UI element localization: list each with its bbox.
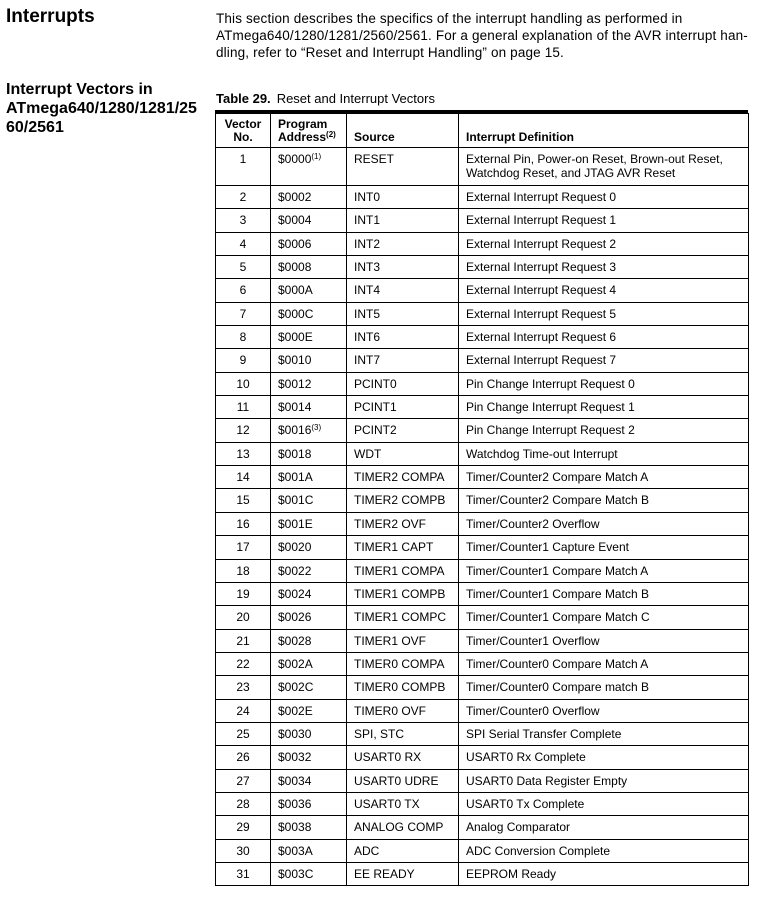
cell-interrupt-definition: Timer/Counter2 Compare Match A bbox=[459, 466, 749, 489]
interrupt-vector-table bbox=[215, 113, 749, 886]
table-row bbox=[216, 816, 749, 839]
cell-source: TIMER0 COMPA bbox=[347, 652, 459, 675]
cell-source: INT6 bbox=[347, 326, 459, 349]
cell-vector-no: 16 bbox=[216, 512, 271, 535]
cell-source: INT5 bbox=[347, 302, 459, 325]
table-row bbox=[216, 606, 749, 629]
cell-source: TIMER1 OVF bbox=[347, 629, 459, 652]
cell-program-address: $0038 bbox=[271, 816, 347, 839]
cell-program-address: $0002 bbox=[271, 186, 347, 209]
cell-interrupt-definition: ADC Conversion Complete bbox=[459, 839, 749, 862]
table-row bbox=[216, 256, 749, 279]
cell-program-address: $000E bbox=[271, 326, 347, 349]
cell-vector-no: 29 bbox=[216, 816, 271, 839]
cell-source: TIMER2 COMPB bbox=[347, 489, 459, 512]
table-row bbox=[216, 839, 749, 862]
intro-line: ATmega640/1280/1281/2560/2561. For a general explanation of the AVR interrupt han- bbox=[216, 28, 748, 43]
cell-vector-no: 14 bbox=[216, 466, 271, 489]
cell-program-address: $0014 bbox=[271, 396, 347, 419]
cell-vector-no: 30 bbox=[216, 839, 271, 862]
cell-vector-no: 18 bbox=[216, 559, 271, 582]
side-heading bbox=[6, 80, 206, 137]
cell-interrupt-definition: External Interrupt Request 6 bbox=[459, 326, 749, 349]
cell-interrupt-definition: Timer/Counter1 Capture Event bbox=[459, 536, 749, 559]
cell-interrupt-definition: USART0 Rx Complete bbox=[459, 746, 749, 769]
cell-program-address: $001C bbox=[271, 489, 347, 512]
cell-program-address: $003C bbox=[271, 862, 347, 885]
table-row bbox=[216, 676, 749, 699]
table-row bbox=[216, 209, 749, 232]
table-caption-title: Reset and Interrupt Vectors bbox=[276, 91, 435, 106]
table-row bbox=[216, 396, 749, 419]
cell-program-address: $001A bbox=[271, 466, 347, 489]
table-row bbox=[216, 792, 749, 815]
cell-source: TIMER2 OVF bbox=[347, 512, 459, 535]
cell-source: PCINT2 bbox=[347, 419, 459, 442]
cell-vector-no: 10 bbox=[216, 372, 271, 395]
cell-vector-no: 5 bbox=[216, 256, 271, 279]
cell-vector-no: 26 bbox=[216, 746, 271, 769]
cell-source: SPI, STC bbox=[347, 722, 459, 745]
cell-interrupt-definition: External Interrupt Request 5 bbox=[459, 302, 749, 325]
cell-source: USART0 UDRE bbox=[347, 769, 459, 792]
cell-vector-no: 7 bbox=[216, 302, 271, 325]
cell-source: TIMER1 CAPT bbox=[347, 536, 459, 559]
cell-interrupt-definition: Timer/Counter0 Overflow bbox=[459, 699, 749, 722]
cell-vector-no: 17 bbox=[216, 536, 271, 559]
cell-source: TIMER1 COMPC bbox=[347, 606, 459, 629]
cell-vector-no: 28 bbox=[216, 792, 271, 815]
cell-interrupt-definition: Timer/Counter0 Compare match B bbox=[459, 676, 749, 699]
cell-program-address: $0036 bbox=[271, 792, 347, 815]
cell-program-address: $0012 bbox=[271, 372, 347, 395]
cell-vector-no: 23 bbox=[216, 676, 271, 699]
table-row bbox=[216, 279, 749, 302]
cell-vector-no: 12 bbox=[216, 419, 271, 442]
header-vector-no: Vector No. bbox=[216, 114, 271, 148]
cell-interrupt-definition: External Interrupt Request 7 bbox=[459, 349, 749, 372]
cell-program-address: $002C bbox=[271, 676, 347, 699]
cell-vector-no: 4 bbox=[216, 232, 271, 255]
cell-source: ANALOG COMP bbox=[347, 816, 459, 839]
cell-vector-no: 22 bbox=[216, 652, 271, 675]
cell-source: ADC bbox=[347, 839, 459, 862]
header-program-address: Program Address$^{(2)}$ bbox=[271, 114, 347, 148]
cell-vector-no: 8 bbox=[216, 326, 271, 349]
table-caption-label: Table 29. bbox=[216, 91, 271, 106]
cell-interrupt-definition: External Pin, Power-on Reset, Brown-out Reset, Watchdog Reset, and JTAG AVR Reset bbox=[459, 148, 749, 186]
cell-interrupt-definition: External Interrupt Request 2 bbox=[459, 232, 749, 255]
cell-source: EE READY bbox=[347, 862, 459, 885]
side-heading-line: ATmega640/1280/1281/25 bbox=[6, 100, 197, 117]
footnote-ref: (3) bbox=[311, 423, 322, 433]
cell-vector-no: 9 bbox=[216, 349, 271, 372]
cell-source: INT0 bbox=[347, 186, 459, 209]
cell-program-address: $0010 bbox=[271, 349, 347, 372]
cell-source: TIMER2 COMPA bbox=[347, 466, 459, 489]
cell-vector-no: 27 bbox=[216, 769, 271, 792]
cell-interrupt-definition: EEPROM Ready bbox=[459, 862, 749, 885]
table-row bbox=[216, 372, 749, 395]
cell-program-address: $0028 bbox=[271, 629, 347, 652]
cell-interrupt-definition: Pin Change Interrupt Request 0 bbox=[459, 372, 749, 395]
cell-interrupt-definition: External Interrupt Request 1 bbox=[459, 209, 749, 232]
cell-source: RESET bbox=[347, 148, 459, 186]
side-heading-line: Interrupt Vectors in bbox=[6, 81, 153, 98]
intro-paragraph bbox=[216, 10, 756, 61]
cell-source: USART0 RX bbox=[347, 746, 459, 769]
cell-source: WDT bbox=[347, 442, 459, 465]
cell-interrupt-definition: Analog Comparator bbox=[459, 816, 749, 839]
cell-vector-no: 3 bbox=[216, 209, 271, 232]
cell-interrupt-definition: USART0 Tx Complete bbox=[459, 792, 749, 815]
table-row bbox=[216, 512, 749, 535]
cell-vector-no: 6 bbox=[216, 279, 271, 302]
table-row bbox=[216, 559, 749, 582]
cell-interrupt-definition: Pin Change Interrupt Request 2 bbox=[459, 419, 749, 442]
cell-vector-no: 21 bbox=[216, 629, 271, 652]
cell-interrupt-definition: Timer/Counter0 Compare Match A bbox=[459, 652, 749, 675]
table-row bbox=[216, 699, 749, 722]
cell-program-address: $0022 bbox=[271, 559, 347, 582]
cell-program-address: $0018 bbox=[271, 442, 347, 465]
cell-program-address: $0030 bbox=[271, 722, 347, 745]
cell-program-address: $000A bbox=[271, 279, 347, 302]
intro-line: This section describes the specifics of the interrupt handling as performed in bbox=[216, 11, 683, 26]
cell-program-address: $0006 bbox=[271, 232, 347, 255]
cell-program-address: $0032 bbox=[271, 746, 347, 769]
table-row bbox=[216, 442, 749, 465]
cell-program-address: $000C bbox=[271, 302, 347, 325]
cell-program-address: $0034 bbox=[271, 769, 347, 792]
table-row bbox=[216, 536, 749, 559]
cell-source: TIMER0 COMPB bbox=[347, 676, 459, 699]
cell-program-address: $001E bbox=[271, 512, 347, 535]
table-row bbox=[216, 232, 749, 255]
table-caption bbox=[216, 91, 435, 106]
table-row bbox=[216, 302, 749, 325]
table-row bbox=[216, 186, 749, 209]
cell-vector-no: 19 bbox=[216, 582, 271, 605]
cell-program-address: $0016$^{(3)}$ bbox=[271, 419, 347, 442]
cell-source: INT3 bbox=[347, 256, 459, 279]
table-header-row bbox=[216, 114, 749, 148]
vector-table-wrapper bbox=[215, 110, 748, 886]
cell-source: INT7 bbox=[347, 349, 459, 372]
cell-source: TIMER1 COMPA bbox=[347, 559, 459, 582]
table-row bbox=[216, 326, 749, 349]
table-row bbox=[216, 148, 749, 186]
cell-interrupt-definition: Pin Change Interrupt Request 1 bbox=[459, 396, 749, 419]
cell-interrupt-definition: Watchdog Time-out Interrupt bbox=[459, 442, 749, 465]
table-row bbox=[216, 652, 749, 675]
table-row bbox=[216, 419, 749, 442]
cell-source: PCINT0 bbox=[347, 372, 459, 395]
cell-interrupt-definition: Timer/Counter1 Compare Match A bbox=[459, 559, 749, 582]
cell-vector-no: 25 bbox=[216, 722, 271, 745]
cell-interrupt-definition: External Interrupt Request 0 bbox=[459, 186, 749, 209]
table-row bbox=[216, 769, 749, 792]
cell-program-address: $003A bbox=[271, 839, 347, 862]
table-row bbox=[216, 489, 749, 512]
cell-vector-no: 13 bbox=[216, 442, 271, 465]
cell-source: INT2 bbox=[347, 232, 459, 255]
cell-vector-no: 20 bbox=[216, 606, 271, 629]
cell-interrupt-definition: Timer/Counter2 Overflow bbox=[459, 512, 749, 535]
cell-program-address: $0024 bbox=[271, 582, 347, 605]
cell-program-address: $002E bbox=[271, 699, 347, 722]
cell-program-address: $002A bbox=[271, 652, 347, 675]
cell-source: INT4 bbox=[347, 279, 459, 302]
side-heading-line: 60/2561 bbox=[6, 119, 64, 136]
cell-interrupt-definition: SPI Serial Transfer Complete bbox=[459, 722, 749, 745]
cell-vector-no: 31 bbox=[216, 862, 271, 885]
cell-program-address: $0008 bbox=[271, 256, 347, 279]
cell-source: USART0 TX bbox=[347, 792, 459, 815]
table-row bbox=[216, 862, 749, 885]
cell-vector-no: 11 bbox=[216, 396, 271, 419]
cell-interrupt-definition: Timer/Counter1 Compare Match C bbox=[459, 606, 749, 629]
cell-interrupt-definition: External Interrupt Request 3 bbox=[459, 256, 749, 279]
cell-source: TIMER1 COMPB bbox=[347, 582, 459, 605]
cell-program-address: $0000$^{(1)}$ bbox=[271, 148, 347, 186]
cell-vector-no: 2 bbox=[216, 186, 271, 209]
cell-source: PCINT1 bbox=[347, 396, 459, 419]
cell-interrupt-definition: Timer/Counter1 Overflow bbox=[459, 629, 749, 652]
cell-vector-no: 15 bbox=[216, 489, 271, 512]
table-row bbox=[216, 629, 749, 652]
table-row bbox=[216, 746, 749, 769]
cell-program-address: $0026 bbox=[271, 606, 347, 629]
table-row bbox=[216, 582, 749, 605]
intro-line: dling, refer to “Reset and Interrupt Handling” on page 15. bbox=[216, 45, 564, 60]
cell-interrupt-definition: Timer/Counter1 Compare Match B bbox=[459, 582, 749, 605]
table-row bbox=[216, 466, 749, 489]
header-interrupt-definition: Interrupt Definition bbox=[459, 114, 749, 148]
footnote-ref: (1) bbox=[311, 152, 322, 161]
cell-vector-no: 24 bbox=[216, 699, 271, 722]
cell-program-address: $0004 bbox=[271, 209, 347, 232]
cell-source: TIMER0 OVF bbox=[347, 699, 459, 722]
table-row bbox=[216, 722, 749, 745]
header-source: Source bbox=[347, 114, 459, 148]
cell-interrupt-definition: USART0 Data Register Empty bbox=[459, 769, 749, 792]
cell-source: INT1 bbox=[347, 209, 459, 232]
cell-interrupt-definition: External Interrupt Request 4 bbox=[459, 279, 749, 302]
cell-vector-no: 1 bbox=[216, 148, 271, 186]
section-title: Interrupts bbox=[6, 6, 95, 27]
cell-interrupt-definition: Timer/Counter2 Compare Match B bbox=[459, 489, 749, 512]
cell-program-address: $0020 bbox=[271, 536, 347, 559]
table-row bbox=[216, 349, 749, 372]
